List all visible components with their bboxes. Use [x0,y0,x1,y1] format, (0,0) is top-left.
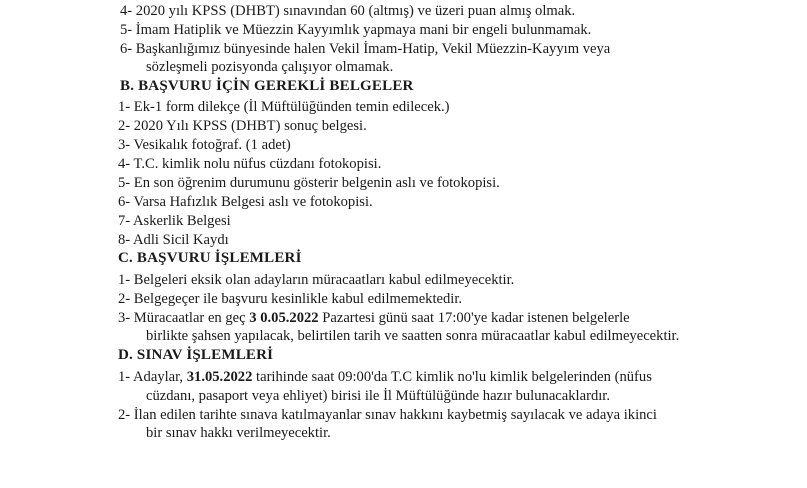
document-item-5: 5- En son öğrenim durumunu gösterir belgenin aslı ve fotokopisi. [118,175,500,191]
document-item-8: 8- Adli Sicil Kaydı [118,232,229,248]
application-deadline-date: 3 0.05.2022 [249,310,319,326]
section-c-heading: C. BAŞVURU İŞLEMLERİ [118,250,302,266]
application-item-1: 1- Belgeleri eksik olan adayların müracaatları kabul edilmeyecektir. [118,272,515,288]
exam-item-2: 2- İlan edilen tarihte sınava katılmayanlar sınav hakkını kaybetmiş sayılacak ve adaya ikinci [118,407,657,423]
exam-date: 31.05.2022 [186,369,253,385]
document-item-7: 7- Askerlik Belgesi [118,213,231,229]
application-item-2: 2- Belgegeçer ile başvuru kesinlikle kabul edilmemektedir. [118,291,463,307]
exam-item-1-pre: 1- Adaylar, [118,369,187,385]
application-item-3-pre: 3- Müracaatlar en geç [118,310,250,326]
section-b-heading: B. BAŞVURU İÇİN GEREKLİ BELGELER [120,78,414,94]
exam-item-2-cont: bir sınav hakkı verilmeyecektir. [146,425,331,441]
document-item-2: 2- 2020 Yılı KPSS (DHBT) sonuç belgesi. [118,118,367,134]
section-d-heading: D. SINAV İŞLEMLERİ [118,347,274,363]
document-item-6: 6- Varsa Hafızlık Belgesi aslı ve fotokopisi. [118,194,373,210]
application-item-3-post: Pazartesi günü saat 17:00'ye kadar istenen belgelerle [318,310,630,326]
document-item-4: 4- T.C. kimlik nolu nüfus cüzdanı fotokopisi. [118,156,382,172]
application-item-3 [118,309,630,327]
exam-item-1 [118,368,652,386]
condition-item-5: 5- İmam Hatiplik ve Müezzin Kayyımlık yapmaya mani bir engeli bulunmamak. [120,22,592,38]
condition-item-6: 6- Başkanlığımız bünyesinde halen Vekil İmam-Hatip, Vekil Müezzin-Kayyım veya [120,41,611,57]
application-item-3-cont: birlikte şahsen yapılacak, belirtilen tarih ve saatten sonra müracaatlar kabul edilmeyecektir. [146,328,680,344]
condition-item-6-cont: sözleşmeli pozisyonda çalışıyor olmamak. [146,59,394,75]
exam-item-1-cont: cüzdanı, pasaport veya ehliyet) birisi ile İl Müftülüğünde hazır bulunacaklardır. [146,388,611,404]
document-item-3: 3- Vesikalık fotoğraf. (1 adet) [118,137,291,153]
exam-item-1-post: tarihinde saat 09:00'da T.C kimlik no'lu kimlik belgelerinden (nüfus [252,369,652,385]
condition-item-4: 4- 2020 yılı KPSS (DHBT) sınavından 60 (altmış) ve üzeri puan almış olmak. [120,3,576,19]
document-item-1: 1- Ek-1 form dilekçe (İl Müftülüğünden temin edilecek.) [118,99,450,115]
